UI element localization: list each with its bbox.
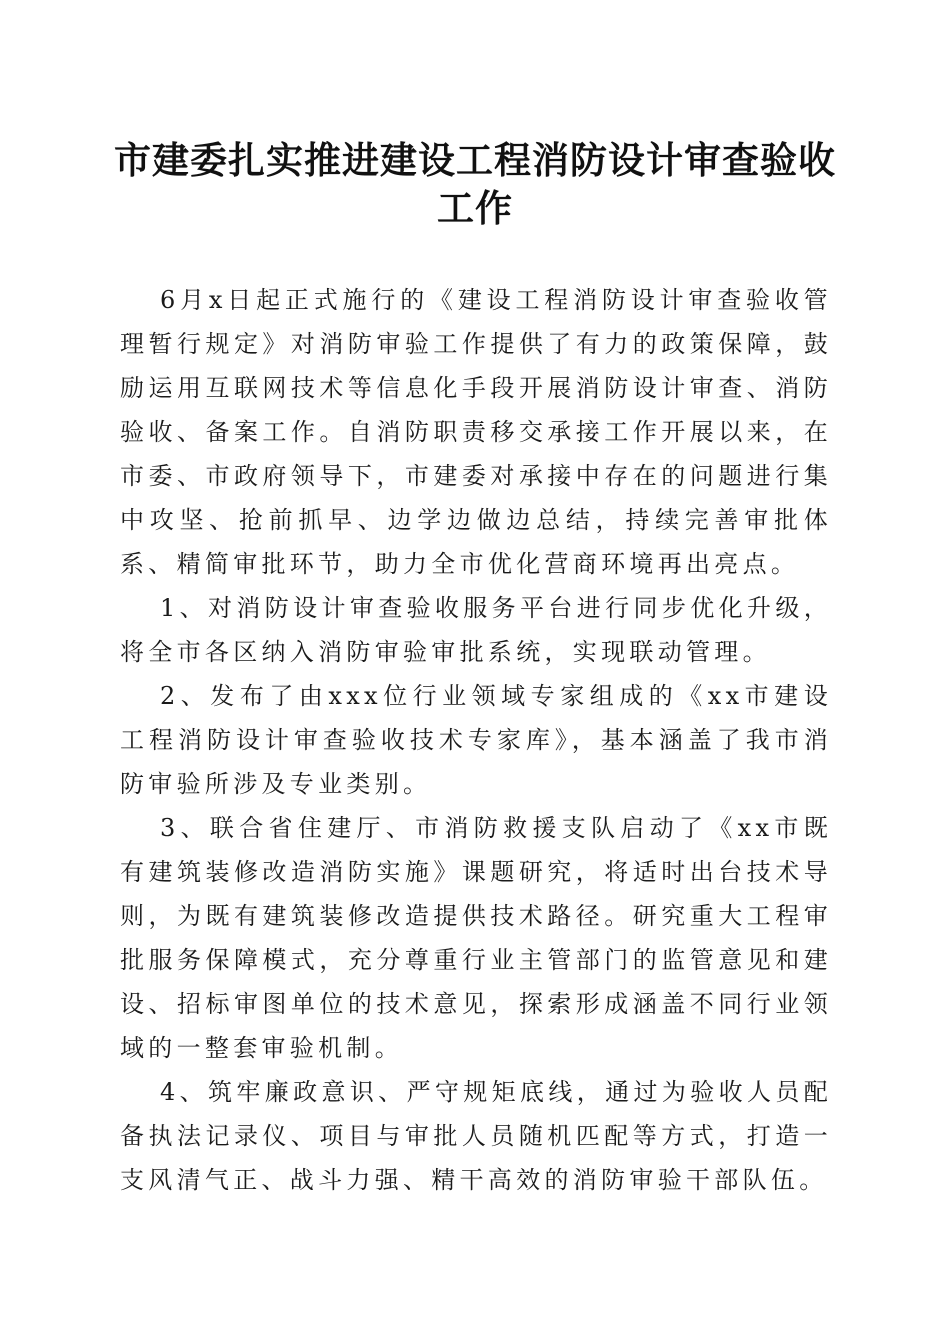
point-1-paragraph: 1、对消防设计审查验收服务平台进行同步优化升级，将全市各区纳入消防审验审批系统，实现联动管理。 (120, 594, 832, 666)
point-3-paragraph: 3、联合省住建厅、市消防救援支队启动了《xx市既有建筑装修改造消防实施》课题研究，将适时出台技术导则，为既有建筑装修改造提供技术路径。研究重大工程审批服务保障模式，充分尊重行业主管部门的监管意见和建设、招标审图单位的技术意见，探索形成涵盖不同行业领域的一整套审验机制。 (120, 814, 832, 1062)
point-2-paragraph: 2、发布了由xxx位行业领域专家组成的《xx市建设工程消防设计审查验收技术专家库》，基本涵盖了我市消防审验所涉及专业类别。 (120, 682, 832, 798)
intro-paragraph: 6月x日起正式施行的《建设工程消防设计审查验收管理暂行规定》对消防审验工作提供了有力的政策保障，鼓励运用互联网技术等信息化手段开展消防设计审查、消防验收、备案工作。自消防职责移交承接工作开展以来，在市委、市政府领导下，市建委对承接中存在的问题进行集中攻坚、抢前抓早、边学边做边总结，持续完善审批体系、精简审批环节，助力全市优化营商环境再出亮点。 (120, 286, 832, 578)
document-title: 市建委扎实推进建设工程消防设计审查验收工作 (114, 138, 836, 230)
document-body (120, 278, 832, 1202)
point-4-paragraph: 4、筑牢廉政意识、严守规矩底线，通过为验收人员配备执法记录仪、项目与审批人员随机匹配等方式，打造一支风清气正、战斗力强、精干高效的消防审验干部队伍。 (120, 1078, 832, 1194)
